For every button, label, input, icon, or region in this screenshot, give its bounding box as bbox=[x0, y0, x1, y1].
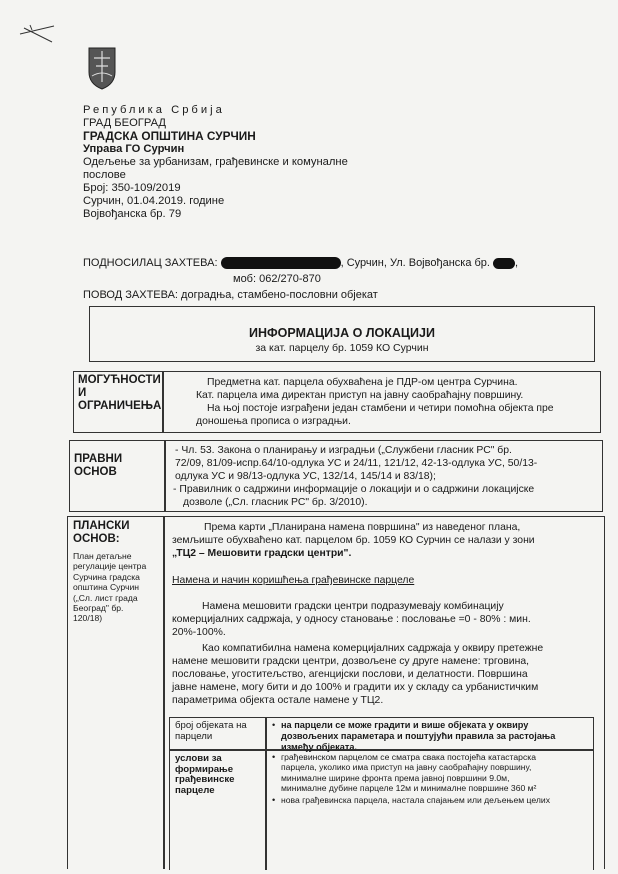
planning-label: ПЛАНСКИ ОСНОВ: bbox=[73, 520, 130, 545]
bullet-icon: • bbox=[272, 752, 276, 762]
header-address: Војвођанска бр. 79 bbox=[83, 208, 182, 220]
planning-para1-line: земљиште обухваћено кат. парцелом бр. 1059 КО Сурчин се налази у зони bbox=[172, 535, 535, 546]
planning-para3-line: јавне намене, могу бити и до 100% и градити их у складу са урбанистичким bbox=[172, 682, 539, 693]
planning-para2-line: комерцијалних садржаја, у односу становање : пословање =0 - 80% : мин. bbox=[172, 614, 531, 625]
planning-zone: „ТЦ2 – Мешовити градски центри". bbox=[172, 548, 352, 559]
legal-line: - Чл. 53. Закона о планирању и изградњи („Службени гласник РС" бр. bbox=[175, 445, 512, 456]
possibilities-line: Предметна кат. парцела обухваћена је ПДР-ом центра Сурчина. bbox=[207, 377, 518, 388]
planning-label-cell bbox=[67, 516, 165, 869]
applicant-phone: моб: 062/270-870 bbox=[233, 273, 321, 285]
legal-line: 72/09, 81/09-испр.64/10-одлука УС и 24/11, 121/12, 42-13-одлука УС, 50/13- bbox=[175, 458, 538, 469]
planning-heading: Намена и начин коришћења грађевинске парцеле bbox=[172, 575, 415, 586]
legal-label-cell bbox=[69, 440, 166, 512]
applicant-address: , Сурчин, Ул. Војвођанска бр. bbox=[340, 257, 490, 269]
header-republic: Република Србија bbox=[83, 104, 225, 116]
planning-para3-line: параметрима објекта остале намене у ТЦ2. bbox=[172, 695, 384, 706]
planning-para3-line: намене мешовити градски центри, дозвољене су друге намене: трговина, bbox=[172, 656, 529, 667]
legal-line: дозволе („Сл. гласник РС" бр. 3/2010). bbox=[183, 497, 368, 508]
redaction-bar bbox=[493, 258, 515, 269]
possibilities-line: На њој постоје изграђени један стамбени и четири помоћна објекта пре bbox=[207, 403, 554, 414]
title-box bbox=[89, 306, 595, 362]
table-row-parcel-value: • грађевинском парцелом се сматра свака постојећа катастарска парцела, уколико има приступ на јавну саобраћајну површину, минималне ширине фронта према јавној површини 9.0м, минималне дубине парцеле 12м и минималне површине 360 м² • нова грађевинска парцела, настала спајањем или дељењем целих bbox=[265, 749, 594, 870]
table-row-count-value: • на парцели се може градити и више објеката у оквиру дозвољених параметара и поштујући правила за растојања између објеката. bbox=[265, 717, 594, 751]
planning-para3-line: Као компатибилна намена комерцијалних садржаја у оквиру претежне bbox=[202, 643, 544, 654]
header-number: Број: 350-109/2019 bbox=[83, 182, 181, 194]
possibilities-label: МОГУЋНОСТИ И ОГРАНИЧЕЊА bbox=[78, 374, 162, 412]
legal-label: ПРАВНИ ОСНОВ bbox=[74, 453, 123, 478]
plan-note: План детаљне регулације центра Сурчина градска општина Сурчин („Сл. лист града Београд" бр. 120/18) bbox=[73, 551, 147, 624]
header-administration: Управа ГО Сурчин bbox=[83, 143, 185, 155]
document-title: ИНФОРМАЦИЈА О ЛОКАЦИЈИ bbox=[249, 326, 435, 340]
possibilities-line: Кат. парцела има директан приступ на јавну саобраћајну површину. bbox=[196, 390, 524, 401]
table-row-count-label: број објеката на парцели bbox=[169, 717, 267, 751]
coat-of-arms-icon bbox=[86, 46, 118, 90]
legal-line: одлука УС и 98/13-одлука УС, 132/14, 145/14 и 83/18); bbox=[175, 471, 436, 482]
header-department-line1: Одељење за урбанизам, грађевинске и комуналне bbox=[83, 156, 348, 168]
applicant-label: ПОДНОСИЛАЦ ЗАХТЕВА: bbox=[83, 257, 218, 269]
planning-para3-line: пословање, угоститељство, агенцијски послови, и делатности. Површина bbox=[172, 669, 528, 680]
header-department-line2: послове bbox=[83, 169, 126, 181]
scribble-mark bbox=[18, 22, 58, 44]
redaction-bar bbox=[221, 257, 341, 269]
planning-para1-line: Према карти „Планирана намена површина" из наведеног плана, bbox=[204, 522, 521, 533]
document-subtitle: за кат. парцелу бр. 1059 КО Сурчин bbox=[255, 342, 429, 354]
planning-text-cell bbox=[163, 516, 605, 869]
possibilities-line: доношења прописа о изградњи. bbox=[196, 416, 351, 427]
planning-para2-line: 20%-100%. bbox=[172, 627, 226, 638]
bullet-icon: • bbox=[272, 795, 276, 805]
header-date: Сурчин, 01.04.2019. године bbox=[83, 195, 225, 207]
header-city: ГРАД БЕОГРАД bbox=[83, 117, 166, 129]
legal-line: - Правилник о садржини информације о локацији и о садржини локацијске bbox=[173, 484, 535, 495]
table-row-parcel-label: услови за формирање грађевинске парцеле bbox=[169, 749, 267, 870]
legal-text-cell bbox=[164, 440, 603, 512]
possibilities-text-cell bbox=[162, 371, 601, 433]
bullet-icon: • bbox=[272, 720, 276, 730]
planning-para2-line: Намена мешовити градски центри подразумевају комбинацију bbox=[202, 601, 504, 612]
header-municipality: ГРАДСКА ОПШТИНА СУРЧИН bbox=[83, 129, 256, 143]
applicant-line: ПОДНОСИЛАЦ ЗАХТЕВА: , Сурчин, Ул. Војвођанска бр. , bbox=[83, 257, 519, 269]
request-reason: ПОВОД ЗАХТЕВА: доградња, стамбено-пословни објекат bbox=[83, 289, 378, 301]
possibilities-label-cell bbox=[73, 371, 164, 433]
